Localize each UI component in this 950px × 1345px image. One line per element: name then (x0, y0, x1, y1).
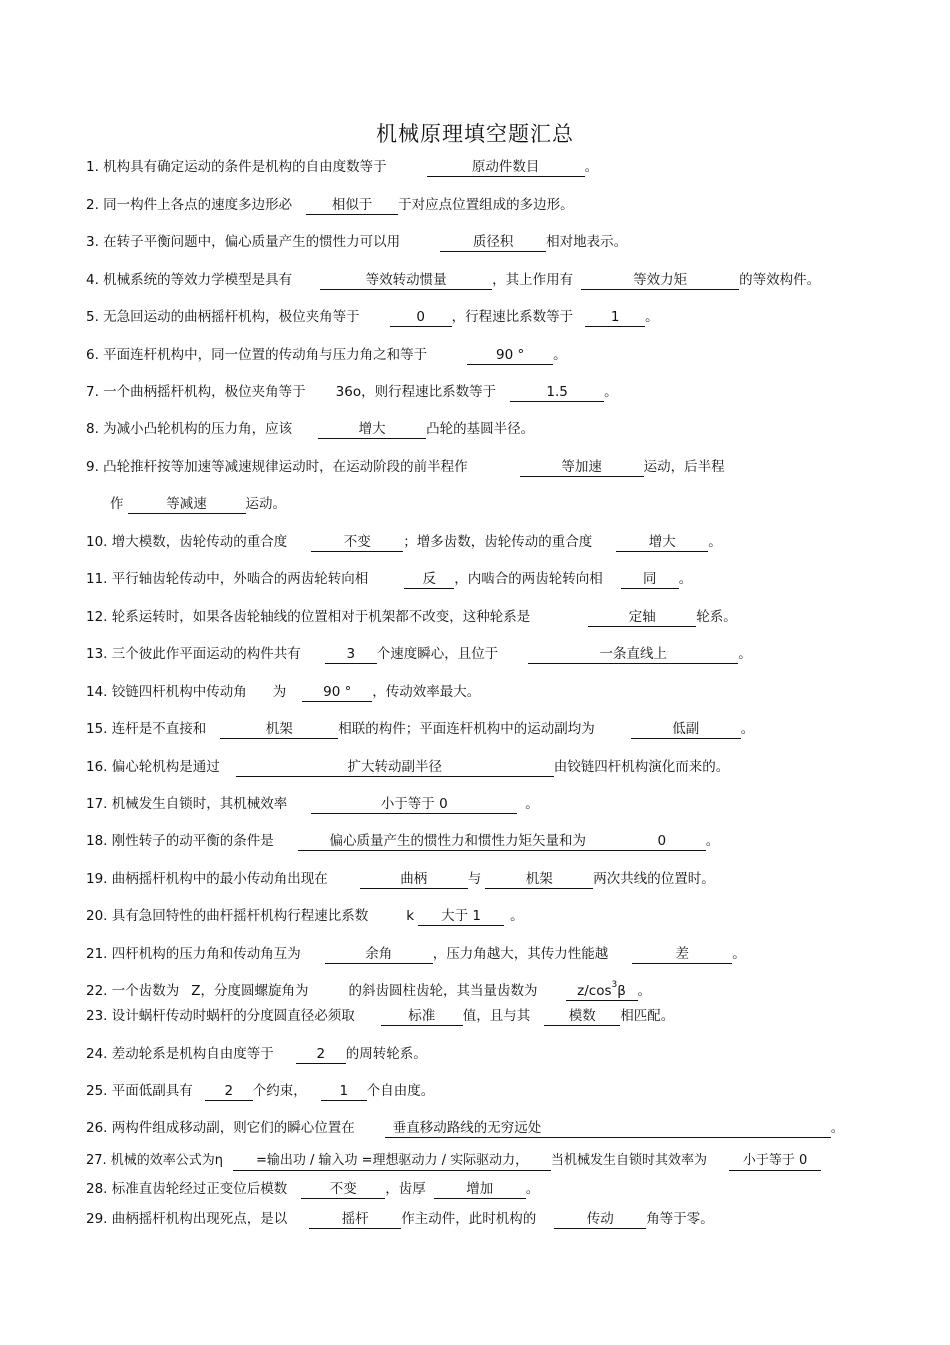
question-4: 4. 机械系统的等效力学模型是具有 等效转动惯量 ，其上作用有 等效力矩 的等效构件。 (86, 272, 821, 288)
question-17: 17. 机械发生自锁时，其机械效率 小于等于 0 。 (86, 796, 539, 812)
page-title: 机械原理填空题汇总 (376, 122, 574, 146)
question-22: 22. 一个齿数为 Z，分度圆螺旋角为 的斜齿圆柱齿轮，其当量齿数为 $z/\cos^3\beta$ 。 (86, 976, 651, 1001)
question-5: 5. 无急回运动的曲柄摇杆机构，极位夹角等于 0 ，行程速比系数等于 1 。 (86, 309, 659, 325)
answer-blank: 等效力矩 (581, 271, 739, 290)
question-6: 6. 平面连杆机构中，同一位置的传动角与压力角之和等于 90 ° 。 (86, 347, 567, 363)
answer-blank: 反 (404, 570, 454, 589)
question-25: 25. 平面低副具有 2 个约束， 1 个自由度。 (86, 1083, 435, 1099)
question-15: 15. 连杆是不直接和 机架 相联的构件；平面连杆机构中的运动副均为 低副 。 (86, 721, 755, 737)
question-3: 3. 在转子平衡问题中，偏心质量产生的惯性力可以用 质径积 相对地表示。 (86, 234, 628, 250)
question-12: 12. 轮系运转时，如果各齿轮轴线的位置相对于机架都不改变，这种轮系是 定轴 轮系。 (86, 609, 737, 625)
question-8: 8. 为减小凸轮机构的压力角，应该 增大 凸轮的基圆半径。 (86, 421, 535, 437)
answer-blank: 相似于 (306, 196, 398, 215)
question-14: 14. 铰链四杆机构中传动角 为 90 ° ，传动效率最大。 (86, 684, 481, 700)
answer-blank: 扩大转动副半径 (236, 758, 554, 777)
question-13: 13. 三个彼此作平面运动的构件共有 3 个速度瞬心，且位于 一条直线上 。 (86, 646, 752, 662)
answer-blank: 偏心质量产生的惯性力和惯性力矩矢量和为 (298, 832, 618, 851)
answer-blank: 机架 (220, 720, 338, 739)
answer-blank: 1 (321, 1082, 367, 1101)
answer-blank: 摇杆 (309, 1210, 401, 1229)
answer-blank: 不变 (311, 533, 403, 552)
answer-blank: 机架 (485, 870, 593, 889)
answer-blank: 同 (621, 570, 679, 589)
answer-blank: 3 (325, 645, 377, 664)
answer-blank: 小于等于 0 (311, 795, 517, 814)
answer-blank: 差 (632, 945, 732, 964)
question-19: 19. 曲柄摇杆机构中的最小传动角出现在 曲柄 与 机架 两次共线的位置时。 (86, 871, 715, 887)
answer-blank: 等减速 (128, 495, 246, 514)
question-26: 26. 两构件组成移动副，则它们的瞬心位置在 垂直移动路线的无穷远处 。 (86, 1120, 845, 1136)
answer-blank: 等效转动惯量 (320, 271, 492, 290)
answer-blank: 1 (585, 308, 645, 327)
answer-blank: $z/\cos^3\beta$ (566, 976, 638, 1001)
answer-blank: 增加 (434, 1180, 526, 1199)
answer-blank: 标准 (381, 1007, 463, 1026)
question-16: 16. 偏心轮机构是通过 扩大转动副半径 由铰链四杆机构演化而来的。 (86, 759, 730, 775)
question-27: 27. 机械的效率公式为η =输出功 / 输入功 =理想驱动力 / 实际驱动力， 当机械发生自锁时其效率为 小于等于 0 (86, 1151, 821, 1171)
question-2: 2. 同一构件上各点的速度多边形必 相似于 于对应点位置组成的多边形。 (86, 197, 574, 213)
answer-blank: 90 ° (467, 346, 553, 365)
answer-blank: 等加速 (520, 458, 644, 477)
answer-blank: 1.5 (510, 383, 604, 402)
question-23: 23. 设计蜗杆传动时蜗杆的分度圆直径必须取 标准 值，且与其 模数 相匹配。 (86, 1008, 675, 1024)
answer-blank: 大于 1 (418, 907, 504, 926)
question-9: 9. 凸轮推杆按等加速等减速规律运动时，在运动阶段的前半程作 等加速 运动，后半程 (86, 459, 725, 475)
answer-blank: 原动件数目 (427, 158, 585, 177)
answer-blank: 传动 (554, 1210, 646, 1229)
answer-blank: 0 (618, 832, 706, 851)
question-20: 20. 具有急回特性的曲杆摇杆机构行程速比系数 k 大于 1 。 (86, 908, 524, 924)
answer-blank: 质径积 (440, 233, 546, 252)
answer-blank: 低副 (631, 720, 741, 739)
answer-blank: 增大 (616, 533, 708, 552)
answer-blank: 0 (390, 308, 452, 327)
answer-blank: 一条直线上 (528, 645, 738, 664)
question-9-continued: 作 等减速 运动。 (110, 496, 286, 512)
question-11: 11. 平行轴齿轮传动中，外啮合的两齿轮转向相 反 ，内啮合的两齿轮转向相 同 。 (86, 571, 693, 587)
question-24: 24. 差动轮系是机构自由度等于 2 的周转轮系。 (86, 1046, 427, 1062)
answer-blank: 垂直移动路线的无穷远处 (385, 1119, 831, 1138)
answer-blank: 曲柄 (360, 870, 468, 889)
answer-blank: 2 (296, 1045, 346, 1064)
answer-blank: =输出功 / 输入功 =理想驱动力 / 实际驱动力， (233, 1152, 551, 1171)
answer-blank: 2 (205, 1082, 253, 1101)
question-29: 29. 曲柄摇杆机构出现死点，是以 摇杆 作主动件，此时机构的 传动 角等于零。 (86, 1211, 714, 1227)
answer-blank: 增大 (318, 420, 426, 439)
answer-blank: 90 ° (302, 683, 372, 702)
answer-blank: 定轴 (588, 608, 696, 627)
question-7: 7. 一个曲柄摇杆机构，极位夹角等于 36o，则行程速比系数等于 1.5 。 (86, 384, 618, 400)
answer-blank: 余角 (325, 945, 433, 964)
question-18: 18. 刚性转子的动平衡的条件是 偏心质量产生的惯性力和惯性力矩矢量和为 0 。 (86, 833, 720, 849)
answer-blank: 不变 (301, 1180, 385, 1199)
answer-blank: 模数 (544, 1007, 620, 1026)
answer-blank: 小于等于 0 (729, 1152, 821, 1171)
question-10: 10. 增大模数，齿轮传动的重合度 不变 ；增多齿数，齿轮传动的重合度 增大 。 (86, 534, 722, 550)
question-28: 28. 标准直齿轮经过正变位后模数 不变 ，齿厚 增加 。 (86, 1181, 540, 1197)
question-21: 21. 四杆机构的压力角和传动角互为 余角 ，压力角越大，其传力性能越 差 。 (86, 946, 746, 962)
question-1: 1. 机构具有确定运动的条件是机构的自由度数等于 原动件数目 。 (86, 159, 599, 175)
